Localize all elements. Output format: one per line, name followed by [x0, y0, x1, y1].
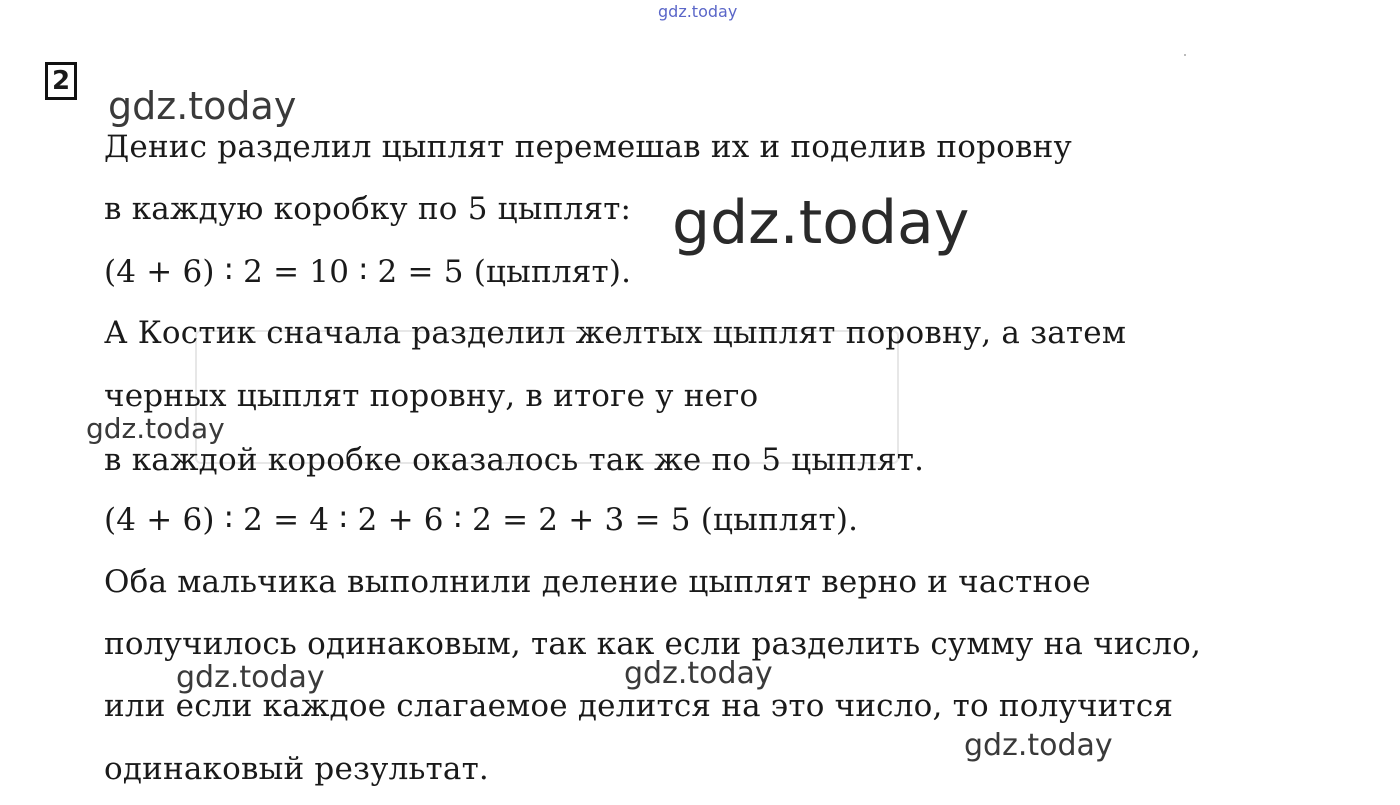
text-line-6: в каждой коробке оказалось так же по 5 цыплят.	[104, 442, 925, 478]
text-line-8: Оба мальчика выполнили деление цыплят верно и частное	[104, 564, 1091, 600]
watermark-left: gdz.today	[86, 412, 225, 445]
text-line-11: одинаковый результат.	[104, 751, 489, 787]
text-line-7: (4 + 6) ∶ 2 = 4 ∶ 2 + 6 ∶ 2 = 2 + 3 = 5 (цыплят).	[104, 502, 859, 538]
text-line-2: в каждую коробку по 5 цыплят:	[104, 191, 632, 227]
speck	[1184, 54, 1186, 56]
task-number-box: 2	[45, 62, 77, 100]
watermark-header: gdz.today	[108, 84, 297, 128]
watermark-big: gdz.today	[672, 188, 970, 258]
watermark-bottom-center: gdz.today	[624, 656, 773, 691]
text-line-10: или если каждое слагаемое делится на это число, то получится	[104, 688, 1174, 724]
watermark-top: gdz.today	[658, 2, 738, 21]
text-line-5: черных цыплят поровну, в итоге у него	[104, 378, 759, 414]
text-line-4: А Костик сначала разделил желтых цыплят поровну, а затем	[104, 315, 1127, 351]
text-line-9: получилось одинаковым, так как если разделить сумму на число,	[104, 626, 1202, 662]
watermark-bottom-left: gdz.today	[176, 660, 325, 695]
text-line-1: Денис разделил цыплят перемешав их и поделив поровну	[104, 129, 1072, 165]
watermark-bottom-right: gdz.today	[964, 728, 1113, 763]
text-line-3: (4 + 6) ∶ 2 = 10 ∶ 2 = 5 (цыплят).	[104, 254, 632, 290]
